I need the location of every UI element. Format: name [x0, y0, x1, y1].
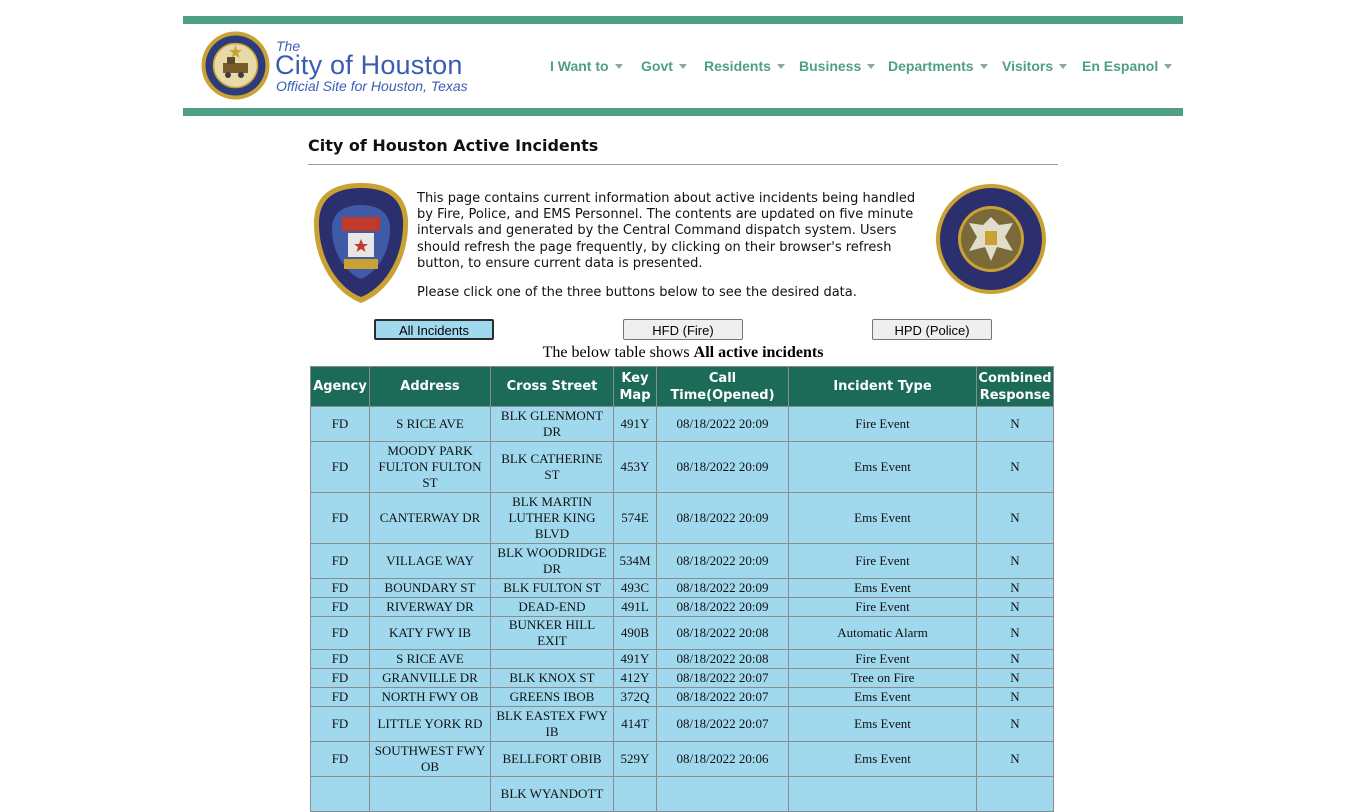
- cell-agency: FD: [311, 650, 370, 669]
- caret-down-icon: [867, 64, 875, 69]
- nav-en-espanol[interactable]: [1082, 58, 1172, 76]
- col-incident-type: Incident Type: [789, 367, 977, 407]
- cell-key-map: 491Y: [614, 650, 657, 669]
- cell-combined-response: N: [977, 407, 1054, 442]
- col-agency: Agency: [311, 367, 370, 407]
- cell-combined-response: N: [977, 617, 1054, 650]
- cell-agency: FD: [311, 598, 370, 617]
- nav-label: Govt: [641, 58, 673, 74]
- caption-prefix: The below table shows: [542, 344, 694, 361]
- caret-down-icon: [1164, 64, 1172, 69]
- table-row: [311, 688, 1054, 707]
- nav-business[interactable]: [799, 58, 875, 76]
- table-row: [311, 669, 1054, 688]
- city-seal-icon[interactable]: [201, 31, 270, 100]
- cell-call-time: 08/18/2022 20:09: [657, 598, 789, 617]
- cell-combined-response: N: [977, 598, 1054, 617]
- cell-address: GRANVILLE DR: [370, 669, 491, 688]
- cell-call-time: 08/18/2022 20:09: [657, 544, 789, 579]
- cell-combined-response: N: [977, 707, 1054, 742]
- cell-cross-street: BLK KNOX ST: [491, 669, 614, 688]
- cell-cross-street: GREENS IBOB: [491, 688, 614, 707]
- cell-agency: FD: [311, 579, 370, 598]
- cell-agency: FD: [311, 407, 370, 442]
- cell-call-time: [657, 777, 789, 812]
- hfd-fire-button[interactable]: HFD (Fire): [623, 319, 743, 340]
- cell-agency: FD: [311, 688, 370, 707]
- cell-address: S RICE AVE: [370, 650, 491, 669]
- table-row: [311, 493, 1054, 544]
- caret-down-icon: [980, 64, 988, 69]
- cell-cross-street: BLK CATHERINE ST: [491, 442, 614, 493]
- table-row: [311, 650, 1054, 669]
- cell-address: SOUTHWEST FWY OB: [370, 742, 491, 777]
- brand-the: The: [276, 38, 301, 54]
- cell-address: NORTH FWY OB: [370, 688, 491, 707]
- cell-key-map: 491L: [614, 598, 657, 617]
- cell-agency: FD: [311, 544, 370, 579]
- cell-cross-street: [491, 650, 614, 669]
- cell-combined-response: N: [977, 579, 1054, 598]
- caret-down-icon: [679, 64, 687, 69]
- cell-call-time: 08/18/2022 20:07: [657, 688, 789, 707]
- cell-address: MOODY PARK FULTON FULTON ST: [370, 442, 491, 493]
- col-address: Address: [370, 367, 491, 407]
- cell-cross-street: BLK EASTEX FWY IB: [491, 707, 614, 742]
- cell-call-time: 08/18/2022 20:09: [657, 493, 789, 544]
- cell-incident-type: Tree on Fire: [789, 669, 977, 688]
- table-row: [311, 707, 1054, 742]
- cell-combined-response: N: [977, 669, 1054, 688]
- cell-call-time: 08/18/2022 20:08: [657, 650, 789, 669]
- hpd-badge-icon: [935, 183, 1047, 295]
- cell-combined-response: [977, 777, 1054, 812]
- cell-address: BOUNDARY ST: [370, 579, 491, 598]
- table-row: [311, 598, 1054, 617]
- incidents-table: [310, 366, 1054, 812]
- cell-address: RIVERWAY DR: [370, 598, 491, 617]
- cell-call-time: 08/18/2022 20:09: [657, 442, 789, 493]
- brand-subtitle: Official Site for Houston, Texas: [276, 78, 468, 94]
- cell-key-map: 412Y: [614, 669, 657, 688]
- cell-call-time: 08/18/2022 20:08: [657, 617, 789, 650]
- cell-incident-type: Ems Event: [789, 579, 977, 598]
- table-row: [311, 442, 1054, 493]
- nav-label: En Espanol: [1082, 58, 1159, 74]
- cell-call-time: 08/18/2022 20:09: [657, 407, 789, 442]
- nav-label: Residents: [704, 58, 771, 74]
- cell-key-map: 453Y: [614, 442, 657, 493]
- cell-agency: FD: [311, 669, 370, 688]
- cell-combined-response: N: [977, 650, 1054, 669]
- cell-incident-type: Ems Event: [789, 493, 977, 544]
- caret-down-icon: [777, 64, 785, 69]
- cell-incident-type: Fire Event: [789, 650, 977, 669]
- cell-address: LITTLE YORK RD: [370, 707, 491, 742]
- cell-key-map: [614, 777, 657, 812]
- cell-agency: FD: [311, 617, 370, 650]
- cell-call-time: 08/18/2022 20:07: [657, 707, 789, 742]
- cell-incident-type: Automatic Alarm: [789, 617, 977, 650]
- nav-visitors[interactable]: [1002, 58, 1067, 76]
- cell-incident-type: Ems Event: [789, 707, 977, 742]
- cell-cross-street: BELLFORT OBIB: [491, 742, 614, 777]
- cell-combined-response: N: [977, 493, 1054, 544]
- nav-departments[interactable]: [888, 58, 988, 76]
- cell-call-time: 08/18/2022 20:06: [657, 742, 789, 777]
- title-divider: [308, 164, 1058, 165]
- header-bottom-bar: [183, 108, 1183, 116]
- cell-key-map: 491Y: [614, 407, 657, 442]
- cell-address: VILLAGE WAY: [370, 544, 491, 579]
- cell-combined-response: N: [977, 688, 1054, 707]
- cell-address: S RICE AVE: [370, 407, 491, 442]
- instruction-text: Please click one of the three buttons below to see the desired data.: [417, 285, 857, 300]
- cell-cross-street: BLK GLENMONT DR: [491, 407, 614, 442]
- cell-key-map: 493C: [614, 579, 657, 598]
- page-title: City of Houston Active Incidents: [308, 136, 599, 155]
- cell-incident-type: Ems Event: [789, 442, 977, 493]
- hfd-badge-icon: [312, 181, 410, 305]
- table-row: [311, 544, 1054, 579]
- intro-text: This page contains current information about active incidents being handled by Fire, Police, and EMS Personnel. The contents are updated on five minute intervals and generated by the Central Command dispatch system. Users should refresh the page frequently, by clicking on their browser's refresh button, to ensure current data is presented.: [417, 191, 916, 271]
- table-row: [311, 742, 1054, 777]
- cell-key-map: 414T: [614, 707, 657, 742]
- cell-incident-type: Fire Event: [789, 407, 977, 442]
- cell-combined-response: N: [977, 442, 1054, 493]
- cell-agency: FD: [311, 742, 370, 777]
- cell-key-map: 490B: [614, 617, 657, 650]
- col-cross-street: Cross Street: [491, 367, 614, 407]
- cell-agency: FD: [311, 707, 370, 742]
- cell-cross-street: BLK WOODRIDGE DR: [491, 544, 614, 579]
- table-header-row: [311, 367, 1054, 407]
- cell-incident-type: Ems Event: [789, 742, 977, 777]
- cell-combined-response: N: [977, 742, 1054, 777]
- nav-label: Visitors: [1002, 58, 1054, 74]
- cell-incident-type: Fire Event: [789, 598, 977, 617]
- col-combined-response: Combined Response: [977, 367, 1054, 407]
- nav-label: Business: [799, 58, 862, 74]
- caret-down-icon: [615, 64, 623, 69]
- cell-cross-street: BUNKER HILL EXIT: [491, 617, 614, 650]
- cell-cross-street: BLK MARTIN LUTHER KING BLVD: [491, 493, 614, 544]
- cell-call-time: 08/18/2022 20:09: [657, 579, 789, 598]
- cell-key-map: 529Y: [614, 742, 657, 777]
- cell-agency: [311, 777, 370, 812]
- cell-agency: FD: [311, 493, 370, 544]
- cell-combined-response: N: [977, 544, 1054, 579]
- cell-call-time: 08/18/2022 20:07: [657, 669, 789, 688]
- nav-label: I Want to: [550, 58, 609, 74]
- caption-bold: All active incidents: [693, 344, 824, 361]
- hpd-police-button[interactable]: HPD (Police): [872, 319, 992, 340]
- cell-agency: FD: [311, 442, 370, 493]
- table-row: [311, 579, 1054, 598]
- table-row: [311, 777, 1054, 812]
- cell-incident-type: Fire Event: [789, 544, 977, 579]
- table-caption: [0, 344, 1366, 362]
- cell-key-map: 574E: [614, 493, 657, 544]
- table-row: [311, 617, 1054, 650]
- cell-address: CANTERWAY DR: [370, 493, 491, 544]
- all-incidents-button[interactable]: All Incidents: [374, 319, 494, 340]
- cell-cross-street: BLK FULTON ST: [491, 579, 614, 598]
- col-key-map: Key Map: [614, 367, 657, 407]
- caret-down-icon: [1059, 64, 1067, 69]
- col-call-time: Call Time(Opened): [657, 367, 789, 407]
- cell-key-map: 372Q: [614, 688, 657, 707]
- nav-i-want-to[interactable]: [550, 58, 623, 76]
- cell-incident-type: Ems Event: [789, 688, 977, 707]
- cell-key-map: 534M: [614, 544, 657, 579]
- table-row: [311, 407, 1054, 442]
- header-top-bar: [183, 16, 1183, 24]
- cell-address: KATY FWY IB: [370, 617, 491, 650]
- nav-residents[interactable]: [704, 58, 785, 76]
- nav-label: Departments: [888, 58, 974, 74]
- brand-city-name[interactable]: City of Houston: [275, 50, 463, 80]
- cell-cross-street: DEAD-END: [491, 598, 614, 617]
- cell-cross-street: BLK WYANDOTT: [491, 777, 614, 812]
- cell-address: [370, 777, 491, 812]
- cell-incident-type: [789, 777, 977, 812]
- nav-govt[interactable]: [641, 58, 687, 76]
